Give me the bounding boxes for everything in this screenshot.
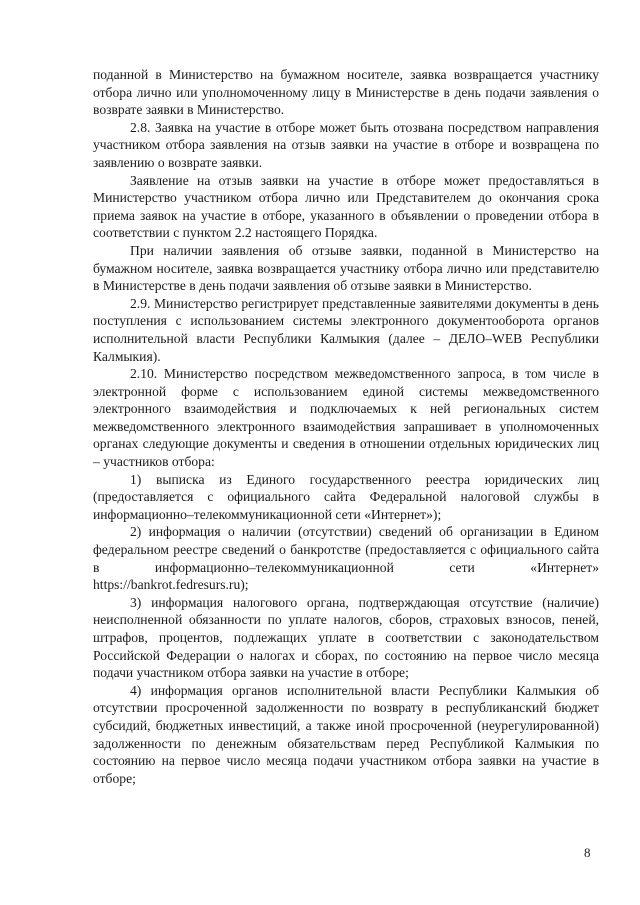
paragraph-2-10: 2.10. Министерство посредством межведомственного запроса, в том числе в электронной форме с использованием единой системы межведомственного электронного взаимодействия и подключаемых к ней региональных систем межведомственного электронного взаимодействия запрашивает в уполномоченных органах следующие документы и сведения в отношении отдельных юридических лиц – участников отбора: (93, 366, 599, 470)
paragraph-2-8: 2.8. Заявка на участие в отборе может быть отозвана посредством направления участником отбора заявления на отзыв заявки на участие в отборе и возвращена по заявлению о возврате заявки. (93, 119, 599, 170)
list-item-4: 4) информация органов исполнительной власти Республики Калмыкия об отсутствии просроченной задолженности по возврату в республиканский бюджет субсидий, бюджетных инвестиций, а также иной просроченной (неурегулированной) задолженности по денежным обязательствам перед Республикой Калмыкия по состоянию на первое число месяца подачи участником отбора заявки на участие в отборе; (93, 682, 599, 786)
list-item-1: 1) выписка из Единого государственного реестра юридических лиц (предоставляется с официального сайта Федеральной налоговой службы в информационно–телекоммуникационной сети «Интернет»); (93, 471, 599, 522)
paragraph-withdrawal-statement: Заявление на отзыв заявки на участие в отборе может предоставляться в Министерство участником отбора лично или Представителем до окончания срока приема заявок на участие в отборе, указанного в объявлении о проведении отбора в соответствии с пунктом 2.2 настоящего Порядка. (93, 172, 599, 241)
list-item-2: 2) информация о наличии (отсутствии) сведений об организации в Едином федеральном реестре сведений о банкротстве (предоставляется с официального сайта в информационно–телекоммуникационной сети «Интернет» https://bankrot.fedresurs.ru); (93, 524, 599, 593)
page-number: 8 (584, 845, 591, 860)
paragraph-continuation: поданной в Министерство на бумажном носителе, заявка возвращается участнику отбора лично или уполномоченному лицу в Министерстве в день подачи заявления о возврате заявки в Министерство. (93, 67, 599, 118)
paragraph-2-9: 2.9. Министерство регистрирует представленные заявителями документы в день поступления с использованием системы электронного документооборота органов исполнительной власти Республики Калмыкия (далее – ДЕЛО–WEB Республики Калмыкия). (93, 295, 599, 364)
document-body (93, 66, 599, 787)
list-item-3: 3) информация налогового органа, подтверждающая отсутствие (наличие) неисполненной обязанности по уплате налогов, сборов, страховых взносов, пеней, штрафов, процентов, подлежащих уплате в соответствии с законодательством Российской Федерации о налогах и сборах, по состоянию на первое число месяца подачи участником отбора заявки на участие в отборе; (93, 594, 599, 681)
paragraph-withdrawal-return: При наличии заявления об отзыве заявки, поданной в Министерство на бумажном носителе, заявка возвращается участнику отбора лично или представителю в Министерстве в день подачи заявления об отзыве заявки в Министерство. (93, 242, 599, 294)
